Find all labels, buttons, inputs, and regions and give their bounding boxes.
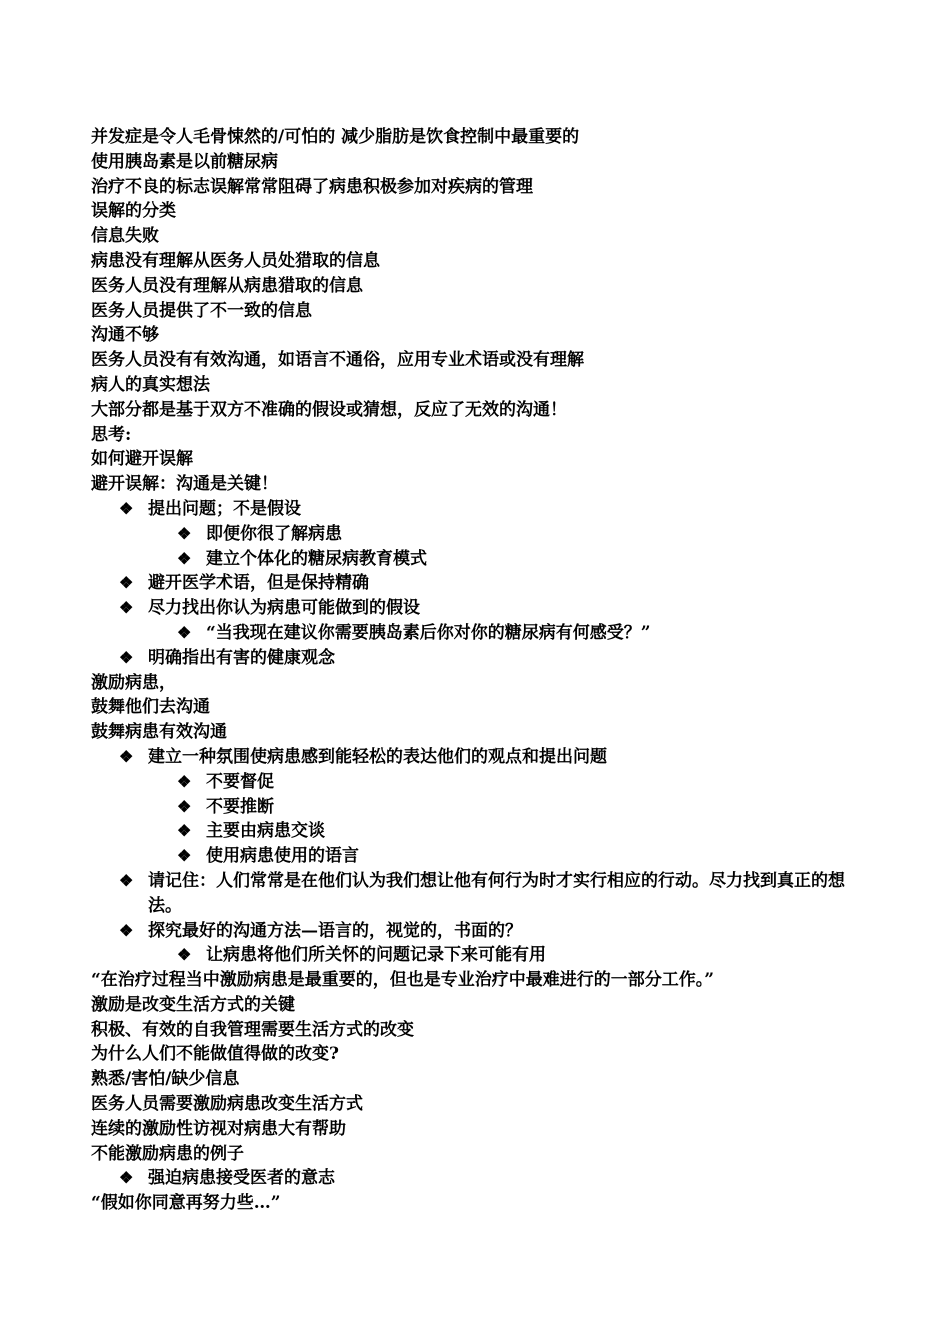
text-line: 医务人员没有理解从病患猎取的信息 [91, 275, 363, 296]
diamond-bullet-icon: ❖ [177, 523, 192, 543]
diamond-bullet-icon: ❖ [119, 647, 134, 667]
text-line: 激励是改变生活方式的关键 [91, 994, 295, 1015]
text-line: “假如你同意再努力些…” [91, 1193, 281, 1214]
bullet-text: “当我现在建议你需要胰岛素后你对你的糖尿病有何感受？” [206, 622, 651, 643]
bullet-text: 避开医学术语，但是保持精确 [148, 573, 369, 594]
diamond-bullet-icon: ❖ [119, 920, 134, 940]
bullet-item [91, 869, 871, 919]
bullet-text: 探究最好的沟通方法—语言的，视觉的，书面的？ [148, 920, 522, 941]
bullet-text: 建立一种氛围使病患感到能轻松的表达他们的观点和提出问题 [148, 746, 607, 767]
sub-bullet-item [91, 819, 871, 844]
text-line: 治疗不良的标志误解常常阻碍了病患积极参加对疾病的管理 [91, 176, 533, 197]
diamond-bullet-icon: ❖ [119, 498, 134, 518]
diamond-bullet-icon: ❖ [119, 746, 134, 766]
text-line: 鼓舞他们去沟通 [91, 697, 210, 718]
text-line: 熟悉/害怕/缺少信息 [91, 1069, 240, 1090]
text-line: 为什么人们不能做值得做的改变? [91, 1044, 339, 1065]
bullet-item [91, 745, 871, 770]
diamond-bullet-icon: ❖ [177, 622, 192, 642]
diamond-bullet-icon: ❖ [119, 870, 134, 890]
sub-bullet-item [91, 795, 871, 820]
text-line: 如何避开误解 [91, 449, 193, 470]
bullet-text: 让病患将他们所关怀的问题记录下来可能有用 [206, 945, 546, 966]
sub-bullet-item [91, 844, 871, 869]
diamond-bullet-icon: ❖ [177, 796, 192, 816]
diamond-bullet-icon: ❖ [177, 821, 192, 841]
bullet-text: 明确指出有害的健康观念 [148, 647, 335, 668]
bullet-text: 不要督促 [206, 771, 274, 792]
text-line: 误解的分类 [91, 201, 176, 222]
bullet-text: 强迫病患接受医者的意志 [148, 1168, 335, 1189]
bullet-text: 不要推断 [206, 796, 274, 817]
bullet-text: 提出问题；不是假设 [148, 498, 301, 519]
text-line: 病患没有理解从医务人员处猎取的信息 [91, 250, 380, 271]
text-line: 医务人员需要激励病患改变生活方式 [91, 1094, 363, 1115]
text-line: “在治疗过程当中激励病患是最重要的，但也是专业治疗中最难进行的一部分工作。” [91, 970, 715, 991]
sub-bullet-item [91, 770, 871, 795]
diamond-bullet-icon: ❖ [119, 573, 134, 593]
bullet-item [91, 596, 871, 621]
text-line: 信息失败 [91, 226, 159, 247]
sub-bullet-item [91, 943, 871, 968]
text-line: 思考: [91, 424, 132, 445]
text-line: 避开误解：沟通是关键！ [91, 474, 278, 495]
text-line: 鼓舞病患有效沟通 [91, 722, 227, 743]
diamond-bullet-icon: ❖ [177, 771, 192, 791]
text-line: 使用胰岛素是以前糖尿病 [91, 151, 278, 172]
text-line: 病人的真实想法 [91, 374, 210, 395]
text-line: 医务人员没有有效沟通，如语言不通俗，应用专业术语或没有理解 [91, 350, 584, 371]
text-line: 积极、有效的自我管理需要生活方式的改变 [91, 1019, 414, 1040]
bullet-item [91, 1166, 871, 1191]
text-line: 连续的激励性访视对病患大有帮助 [91, 1118, 346, 1139]
text-line: 并发症是令人毛骨悚然的/可怕的 减少脂肪是饮食控制中最重要的 [91, 127, 580, 147]
bullet-text: 即便你很了解病患 [206, 523, 342, 544]
bullet-text: 建立个体化的糖尿病教育模式 [206, 548, 427, 569]
text-line: 激励病患， [91, 672, 176, 693]
diamond-bullet-icon: ❖ [177, 846, 192, 866]
sub-bullet-item [91, 547, 871, 572]
diamond-bullet-icon: ❖ [119, 598, 134, 618]
sub-bullet-item [91, 621, 871, 646]
diamond-bullet-icon: ❖ [119, 1168, 134, 1188]
diamond-bullet-icon: ❖ [177, 945, 192, 965]
bullet-text: 尽力找出你认为病患可能做到的假设 [148, 598, 420, 619]
diamond-bullet-icon: ❖ [177, 548, 192, 568]
bullet-text: 使用病患使用的语言 [206, 846, 359, 867]
text-line: 不能激励病患的例子 [91, 1143, 244, 1164]
bullet-item [91, 919, 871, 944]
text-line: 沟通不够 [91, 325, 159, 346]
document-body [91, 125, 871, 1216]
text-line: 大部分都是基于双方不准确的假设或猜想，反应了无效的沟通！ [91, 399, 567, 420]
bullet-item [91, 571, 871, 596]
text-line: 医务人员提供了不一致的信息 [91, 300, 312, 321]
bullet-item [91, 497, 871, 522]
sub-bullet-item [91, 522, 871, 547]
bullet-text: 请记住：人们常常是在他们认为我们想让他有何行为时才实行相应的行动。尽力找到真正的想法。 [148, 870, 845, 916]
bullet-text: 主要由病患交谈 [206, 821, 325, 842]
bullet-item [91, 646, 871, 671]
